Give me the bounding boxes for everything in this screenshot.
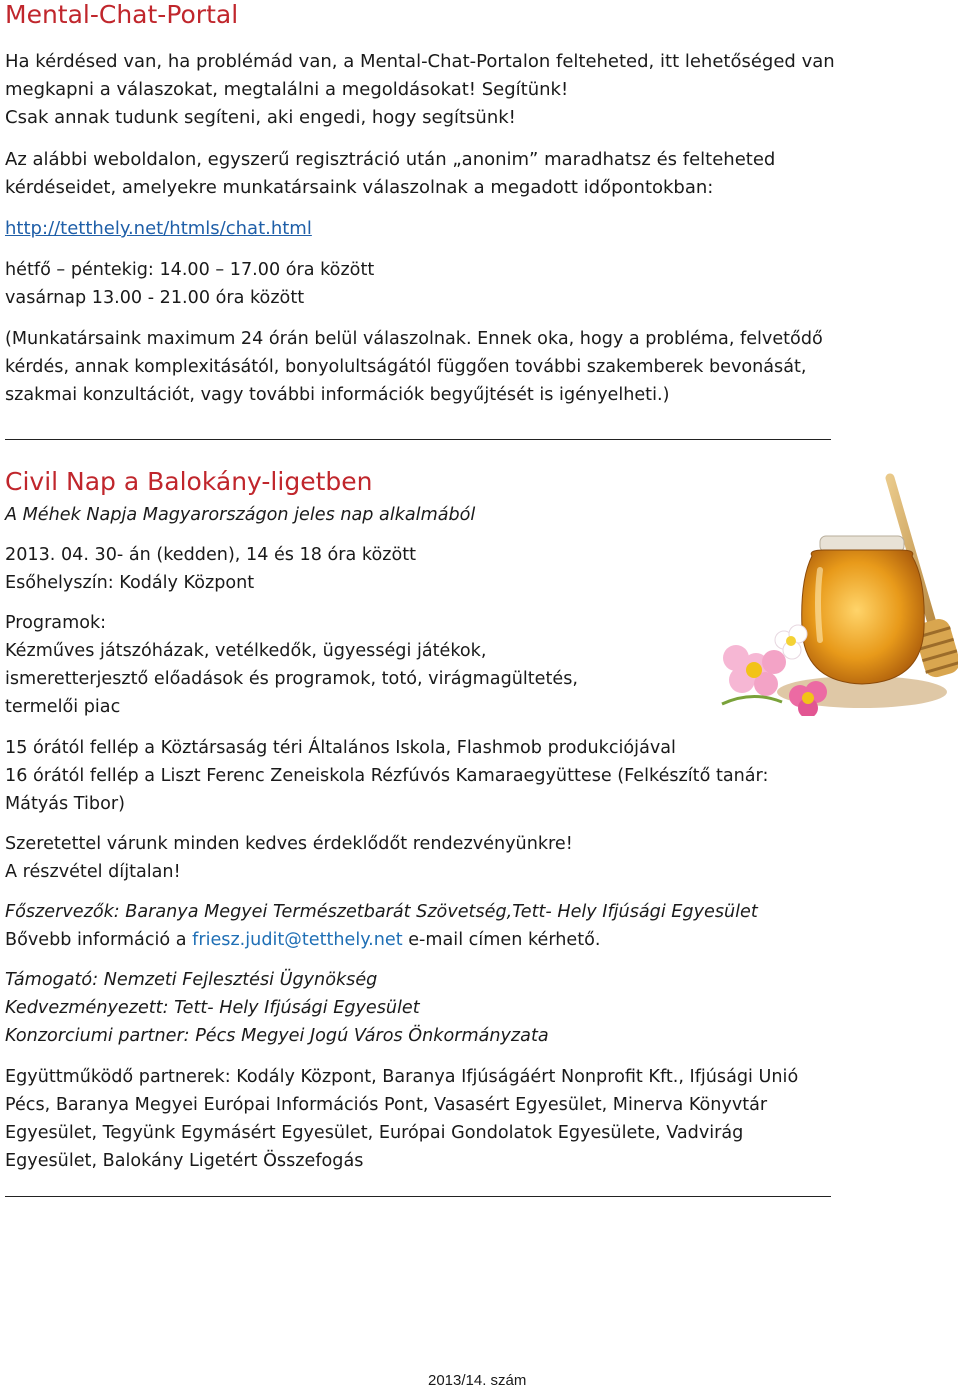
section-divider (5, 1196, 831, 1197)
chat-intro-line: Csak annak tudunk segíteni, aki engedi, hogy segítsünk! (5, 107, 516, 128)
event-rain-location: Esőhelyszín: Kodály Központ (5, 573, 255, 593)
info-suffix: e-mail címen kérhető. (408, 930, 601, 950)
partners-line: Pécs, Baranya Megyei Európai Információs Pont, Vasasért Egyesület, Minerva Könyvtár (5, 1095, 768, 1115)
performance-line: 16 órától fellép a Liszt Ferenc Zeneiskola Rézfúvós Kamaraegyüttese (Felkészítő tanár: (5, 766, 769, 786)
honey-jar-image (712, 470, 958, 716)
performance-line: 15 órától fellép a Köztársaság téri Általános Iskola, Flashmob produkciójával (5, 738, 676, 758)
chat-section-title: Mental-Chat-Portal (5, 0, 239, 29)
organizers-line: Főszervezők: Baranya Megyei Természetbarát Szövetség,Tett- Hely Ifjúsági Egyesület (5, 902, 758, 922)
programs-line: termelői piac (5, 697, 121, 717)
info-email-link[interactable]: friesz.judit@tetthely.net (192, 930, 403, 950)
consortium-line: Konzorciumi partner: Pécs Megyei Jogú Város Önkormányzata (5, 1026, 549, 1046)
chat-note-line: kérdés, annak komplexitásától, bonyolultságától függően további szakemberek bevonását, (5, 357, 807, 377)
programs-line: Kézműves játszóházak, vetélkedők, ügyességi játékok, (5, 641, 487, 661)
beneficiary-line: Kedvezményezett: Tett- Hely Ifjúsági Egyesület (5, 998, 420, 1018)
section-divider (5, 439, 831, 440)
free-entry-line: A részvétel díjtalan! (5, 862, 181, 882)
supporter-line: Támogató: Nemzeti Fejlesztési Ügynökség (5, 970, 378, 990)
flower-icon (723, 645, 786, 696)
partners-line: Együttműködő partnerek: Kodály Központ, Baranya Ifjúságáért Nonprofit Kft., Ifjúsági Unió (5, 1067, 799, 1087)
chat-desc-line: Az alábbi weboldalon, egyszerű regisztráció után „anonim” maradhatsz és felteheted (5, 149, 776, 170)
event-date: 2013. 04. 30- án (kedden), 14 és 18 óra között (5, 545, 417, 565)
welcome-line: Szeretettel várunk minden kedves érdeklődőt rendezvényünkre! (5, 834, 573, 854)
chat-note-line: szakmai konzultációt, vagy további információk begyűjtését is igényelheti.) (5, 385, 670, 405)
chat-desc-line: kérdéseidet, amelyekre munkatársaink válaszolnak a megadott időpontokban: (5, 177, 714, 198)
info-prefix: Bővebb információ a (5, 930, 187, 950)
hours-sunday: vasárnap 13.00 - 21.00 óra között (5, 288, 305, 308)
partners-line: Egyesület, Balokány Ligetért Összefogás (5, 1151, 364, 1171)
info-line (5, 926, 601, 954)
chat-note-line: (Munkatársaink maximum 24 órán belül válaszolnak. Ennek oka, hogy a probléma, felvetődő (5, 329, 823, 349)
chat-link[interactable]: http://tetthely.net/htmls/chat.html (5, 218, 312, 239)
issue-number: 2013/14. szám (428, 1372, 527, 1389)
partners-line: Egyesület, Tegyünk Egymásért Egyesület, Európai Gondolatok Egyesülete, Vadvirág (5, 1123, 744, 1143)
programs-label: Programok: (5, 613, 107, 633)
chat-intro-line: megkapni a válaszokat, megtalálni a megoldásokat! Segítünk! (5, 79, 569, 100)
hours-weekday: hétfő – péntekig: 14.00 – 17.00 óra között (5, 260, 375, 280)
performance-line: Mátyás Tibor) (5, 794, 125, 814)
programs-line: ismeretterjesztő előadások és programok, totó, virágmagültetés, (5, 669, 578, 689)
event-subtitle: A Méhek Napja Magyarországon jeles nap alkalmából (5, 505, 476, 525)
chat-intro-line: Ha kérdésed van, ha problémád van, a Mental-Chat-Portalon felteheted, itt lehetőséged van (5, 51, 835, 72)
event-title: Civil Nap a Balokány-ligetben (5, 467, 373, 496)
